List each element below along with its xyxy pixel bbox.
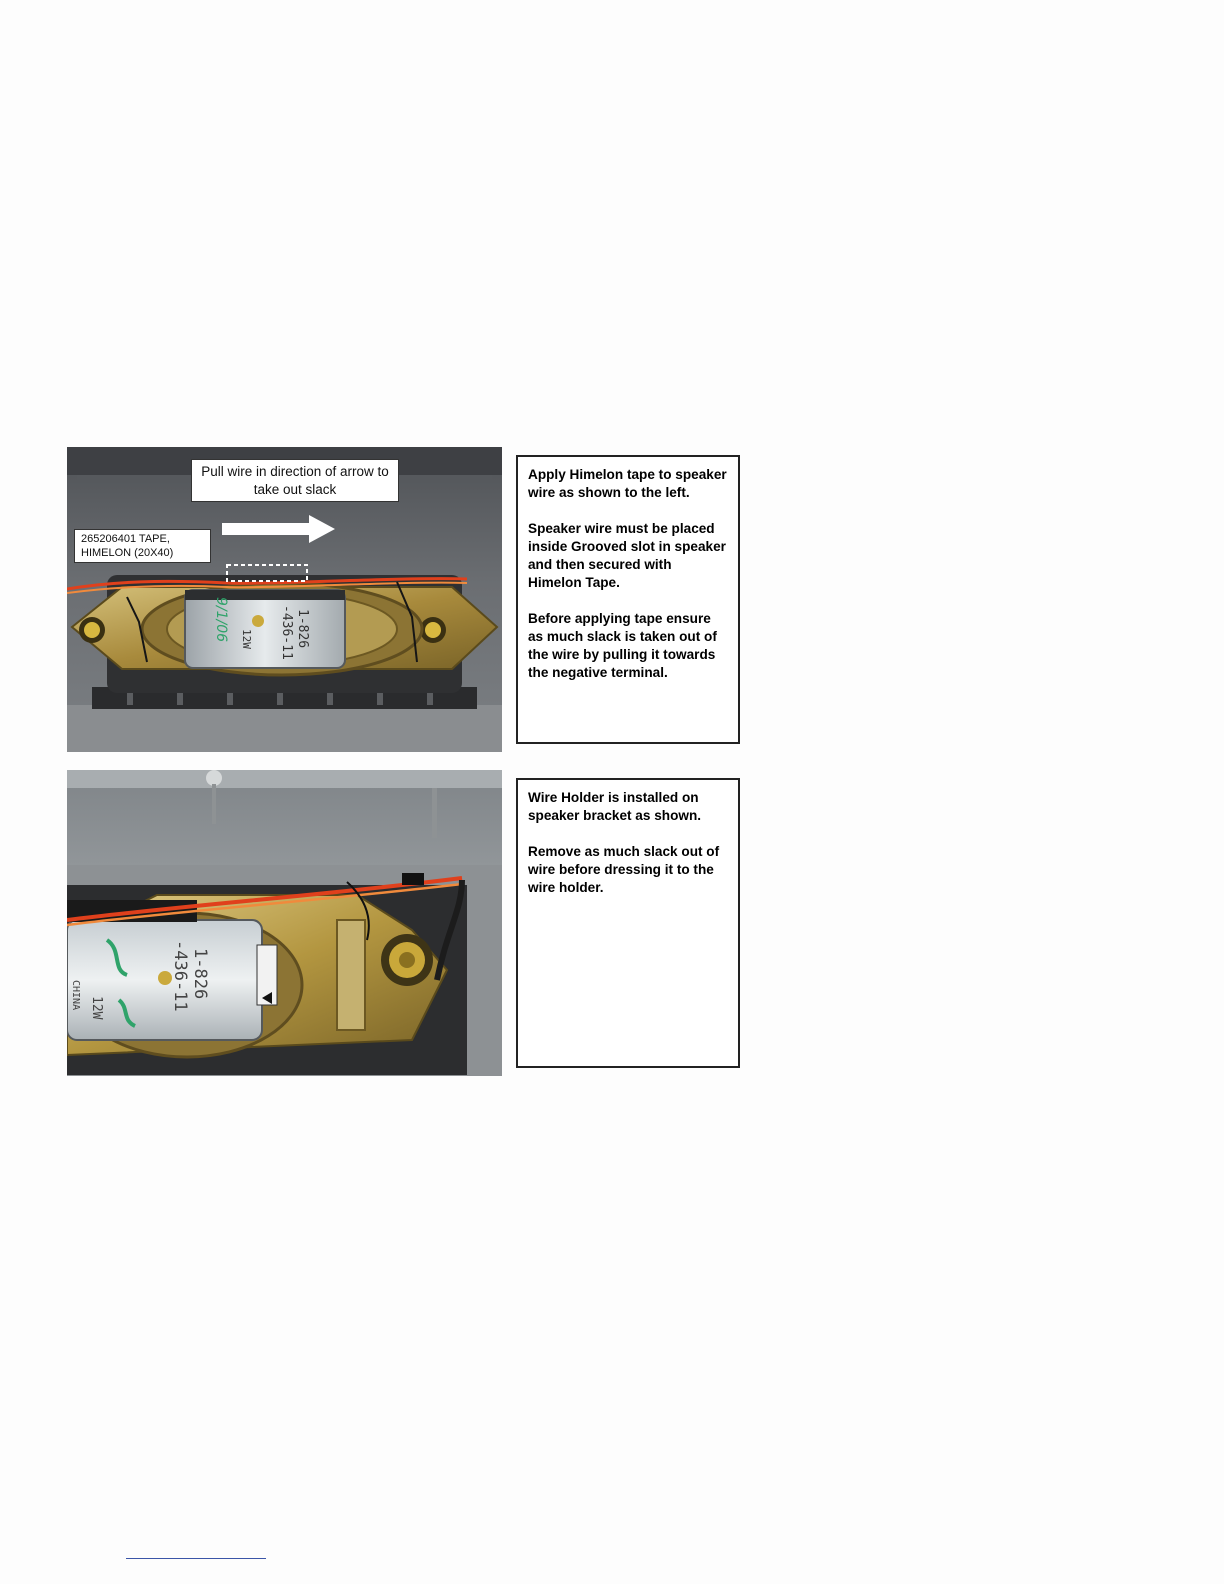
step1-marking-1: 1-826	[295, 609, 310, 649]
step2-marking-1: 1-826	[190, 948, 210, 1000]
step1-note-paragraph: Speaker wire must be placed inside Grooved slot in speaker and then secured with Himelon Tape.	[528, 521, 726, 590]
step1-marking-3: 12W	[240, 629, 253, 649]
step2-marking-3: 12W	[89, 996, 104, 1020]
step1-photo	[67, 447, 502, 752]
step2-note	[516, 778, 740, 1068]
step1-marking-2: -436-11	[279, 605, 294, 660]
callout-pull-wire-text: Pull wire in direction of arrow to take out slack	[201, 464, 389, 497]
step1-note-paragraph: Before applying tape ensure as much slack is taken out of the wire by pulling it towards the negative terminal.	[528, 611, 717, 680]
callout-pull-wire	[191, 459, 399, 502]
step2-photo-illustration	[67, 770, 502, 1076]
footnote-separator-line	[126, 1558, 266, 1559]
step2-marking-4: CHINA	[70, 980, 81, 1011]
step2-marking-2: -436-11	[170, 940, 190, 1012]
step2-note-paragraph: Wire Holder is installed on speaker bracket as shown.	[528, 790, 702, 823]
step1-handwriting: 9/1/06	[213, 597, 229, 643]
step2-photo	[67, 770, 502, 1076]
step1-note-paragraph: Apply Himelon tape to speaker wire as shown to the left.	[528, 467, 727, 500]
step1-note	[516, 455, 740, 744]
callout-tape-part	[74, 529, 211, 563]
callout-tape-part-text: 265206401 TAPE, HIMELON (20X40)	[81, 533, 174, 559]
step2-note-paragraph: Remove as much slack out of wire before dressing it to the wire holder.	[528, 844, 720, 895]
